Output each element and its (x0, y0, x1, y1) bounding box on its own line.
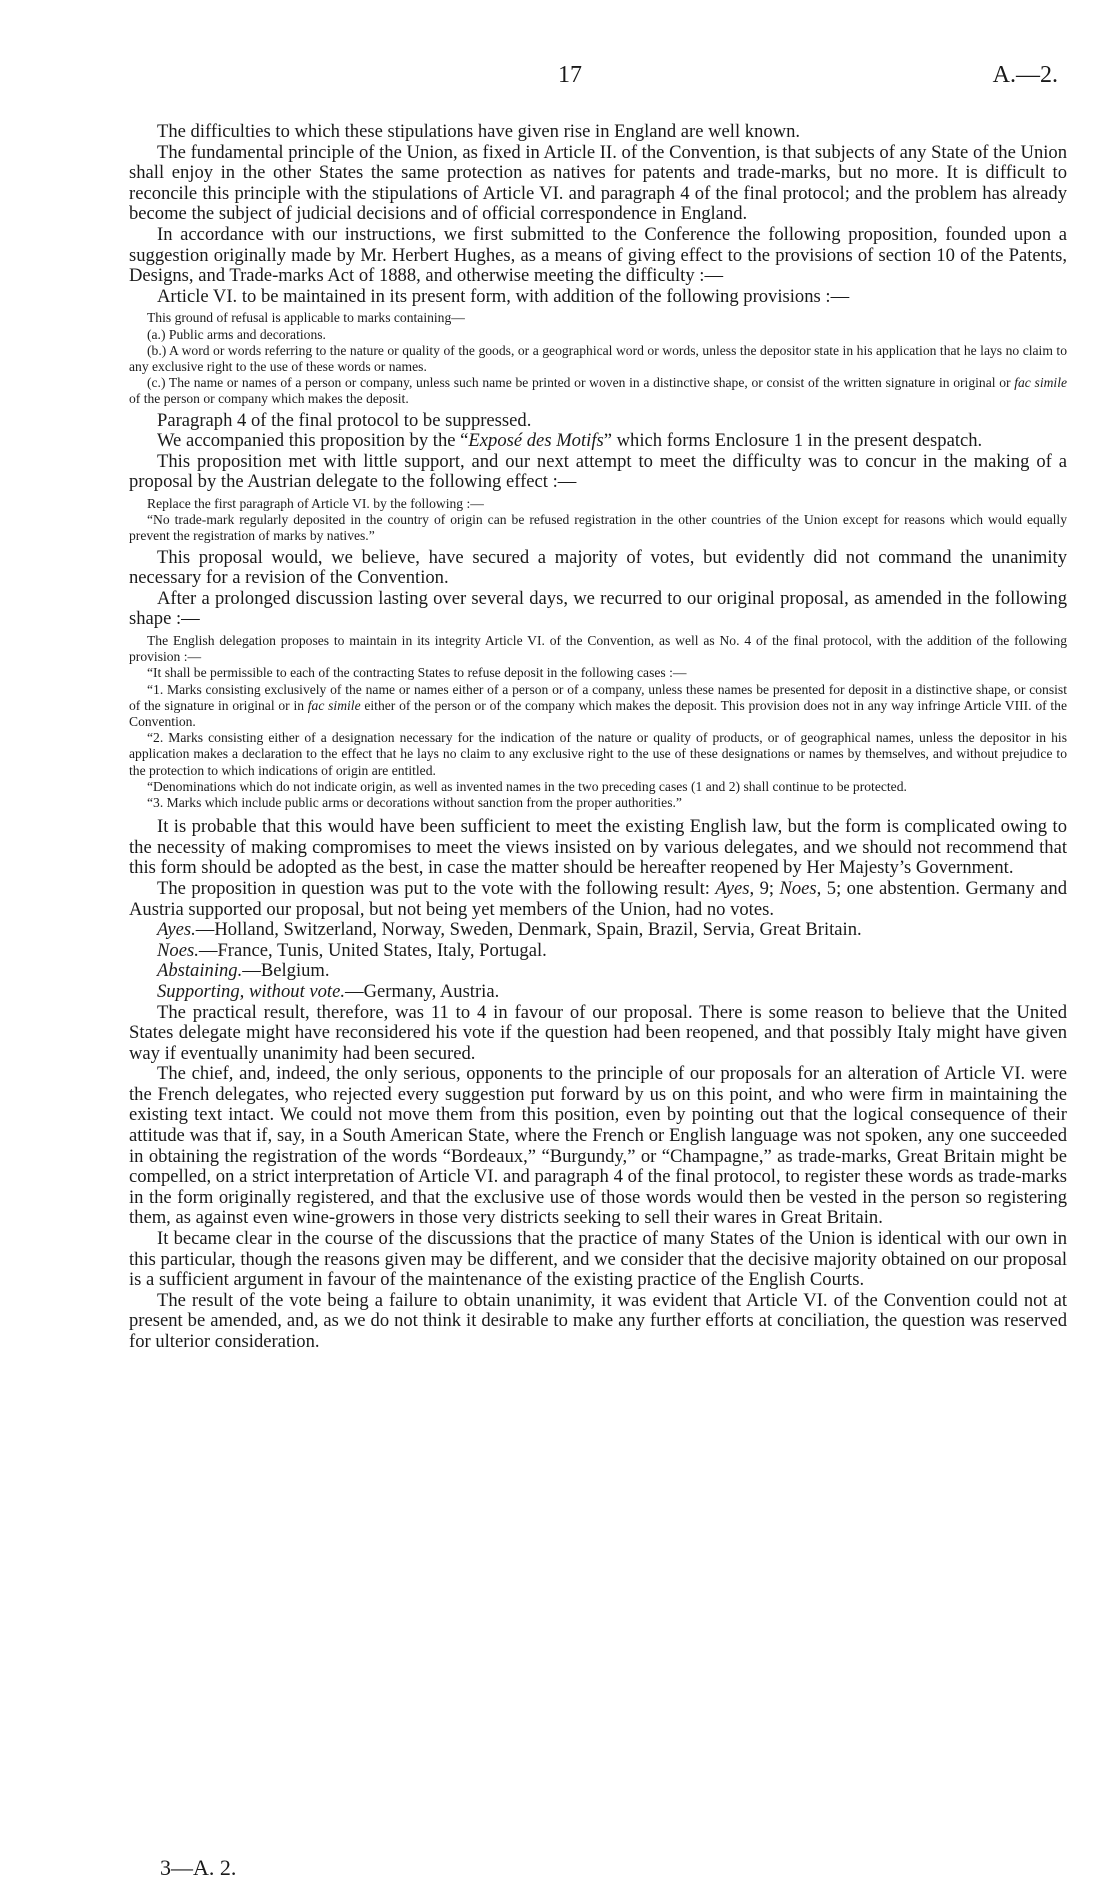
provision: (b.) A word or words referring to the nature or quality of the goods, or a geographical word or words, unless the depositor state in his application that he lays no claim to any exclusive right to the use of these words or names. (129, 342, 1067, 374)
paragraph: Article VI. to be maintained in its present form, with addition of the following provisions :— (157, 285, 850, 307)
paragraph: Paragraph 4 of the final protocol to be suppressed. (157, 409, 532, 431)
vote-supporting: Supporting, without vote.—Germany, Austria. (157, 980, 500, 1002)
provision: “2. Marks consisting either of a designation necessary for the indication of the nature or quality of products, or of geographical names, unless the depositor in his application makes a declaration to the effect that he lays no claim to any exclusive right to the use of these designations or names by themselves, and without prejudice to the protection to which indications of origin are entitled. (129, 730, 1067, 778)
provision: (a.) Public arms and decorations. (147, 326, 326, 342)
paragraph: The chief, and, indeed, the only serious, opponents to the principle of our proposals for an alteration of Article VI. were the French delegates, who rejected every suggestion put forward by us on this point, and who were firm in maintaining the existing text intact. We could not move them from this position, even by pointing out that the logical consequence of their attitude was that if, say, in a South American State, where the French or English language was not spoken, any one succeeded in obtaining the registration of the words “Bordeaux,” “Burgundy,” or “Champagne,” as trade-marks, Great Britain might be compelled, on a strict interpretation of Article VI. and paragraph 4 of the final protocol, to register these words as trade-marks in the form originally registered, and that the exclusive use of those words would then be vested in the person so registering them, as against even wine-growers in those very districts seeking to sell their wares in Great Britain. (129, 1063, 1067, 1229)
provision: “1. Marks consisting exclusively of the name or names either of a person or of a company, unless these names be presented for deposit in a distinctive shape, or consist of the signature in original or in fac simile either of the person or of the company which makes the deposit. This provision does not in any way infringe Article VIII. of the Convention. (129, 681, 1067, 729)
provision: “3. Marks which include public arms or decorations without sanction from the proper authorities.” (147, 794, 682, 810)
provision: “Denominations which do not indicate origin, as well as invented names in the two preceding cases (1 and 2) shall continue to be protected. (147, 778, 907, 794)
body-text (129, 122, 1067, 1353)
paragraph: This proposition met with little support, and our next attempt to meet the difficulty was to concur in the making of a proposal by the Austrian delegate to the following effect :— (129, 450, 1067, 493)
quoted-provisions-1 (129, 310, 1067, 407)
provision: “It shall be permissible to each of the contracting States to refuse deposit in the following cases :— (147, 665, 687, 681)
page-number: 17 (558, 62, 582, 88)
provision: The English delegation proposes to maintain in its integrity Article VI. of the Convention, as well as No. 4 of the final protocol, with the addition of the following provision :— (129, 632, 1067, 665)
vote-abstaining: Abstaining.—Belgium. (157, 960, 330, 982)
paragraph: The proposition in question was put to the vote with the following result: Ayes, 9; Noes, 5; one abstention. Germany and Austria supported our proposal, but not being yet members of the Union, had no votes. (129, 877, 1067, 920)
provision: “No trade-mark regularly deposited in the country of origin can be refused registration in the other countries of the Union except for reasons which would equally prevent the registration of marks by natives.” (129, 512, 1067, 544)
paragraph: The result of the vote being a failure to obtain unanimity, it was evident that Article VI. of the Convention could not at present be amended, and, as we do not think it desirable to make any further efforts at conciliation, the question was reserved for ulterior consideration. (129, 1289, 1067, 1352)
paragraph: It is probable that this would have been sufficient to meet the existing English law, but the form is complicated owing to the necessity of making compromises to meet the views insisted on by various delegates, and we should not recommend that this form should be adopted as the best, in case the matter should be hereafter reopened by Her Majesty’s Government. (129, 816, 1067, 879)
paragraph: In accordance with our instructions, we first submitted to the Conference the following proposition, founded upon a suggestion originally made by Mr. Herbert Hughes, as a means of giving effect to the provisions of section 10 of the Patents, Designs, and Trade-marks Act of 1888, and otherwise meeting the difficulty :— (129, 223, 1067, 287)
paragraph: This proposal would, we believe, have secured a majority of votes, but evidently did not command the unanimity necessary for a revision of the Convention. (129, 546, 1067, 589)
document-reference: A.—2. (992, 62, 1058, 88)
paragraph: The fundamental principle of the Union, as fixed in Article II. of the Convention, is that subjects of any State of the Union shall enjoy in the other States the same protection as natives for patents and trade-marks, but no more. It is difficult to reconcile this principle with the stipulations of Article VI. and paragraph 4 of the final protocol; and the problem has already become the subject of judicial decisions and of official correspondence in England. (129, 141, 1067, 225)
vote-noes: Noes.—France, Tunis, United States, Italy, Portugal. (157, 939, 547, 961)
provision: (c.) The name or names of a person or company, unless such name be printed or woven in a distinctive shape, or consist of the written signature in original or fac simile of the person or company which makes the deposit. (129, 375, 1068, 407)
paragraph: The practical result, therefore, was 11 to 4 in favour of our proposal. There is some reason to believe that the United States delegate might have reconsidered his vote if the question had been reopened, and that possibly Italy might have given way if eventually unanimity had been secured. (129, 1001, 1067, 1064)
paragraph: The difficulties to which these stipulations have given rise in England are well known. (157, 121, 801, 142)
provision: This ground of refusal is applicable to marks containing— (147, 310, 465, 326)
signature-mark: 3—A. 2. (160, 1855, 237, 1880)
quoted-provisions-2 (129, 496, 1067, 545)
vote-ayes: Ayes.—Holland, Switzerland, Norway, Sweden, Denmark, Spain, Brazil, Servia, Great Britain. (157, 919, 862, 941)
quoted-provisions-3 (129, 633, 1067, 811)
paragraph: We accompanied this proposition by the “Exposé des Motifs” which forms Enclosure 1 in the present despatch. (157, 430, 983, 452)
paragraph: It became clear in the course of the discussions that the practice of many States of the Union is identical with our own in this particular, though the reasons given may be different, and we consider that the decisive majority obtained on our proposal is a sufficient argument in favour of the maintenance of the existing practice of the English Courts. (129, 1228, 1067, 1291)
paragraph: After a prolonged discussion lasting over several days, we recurred to our original proposal, as amended in the following shape :— (129, 587, 1067, 630)
provision: Replace the first paragraph of Article VI. by the following :— (147, 495, 484, 511)
